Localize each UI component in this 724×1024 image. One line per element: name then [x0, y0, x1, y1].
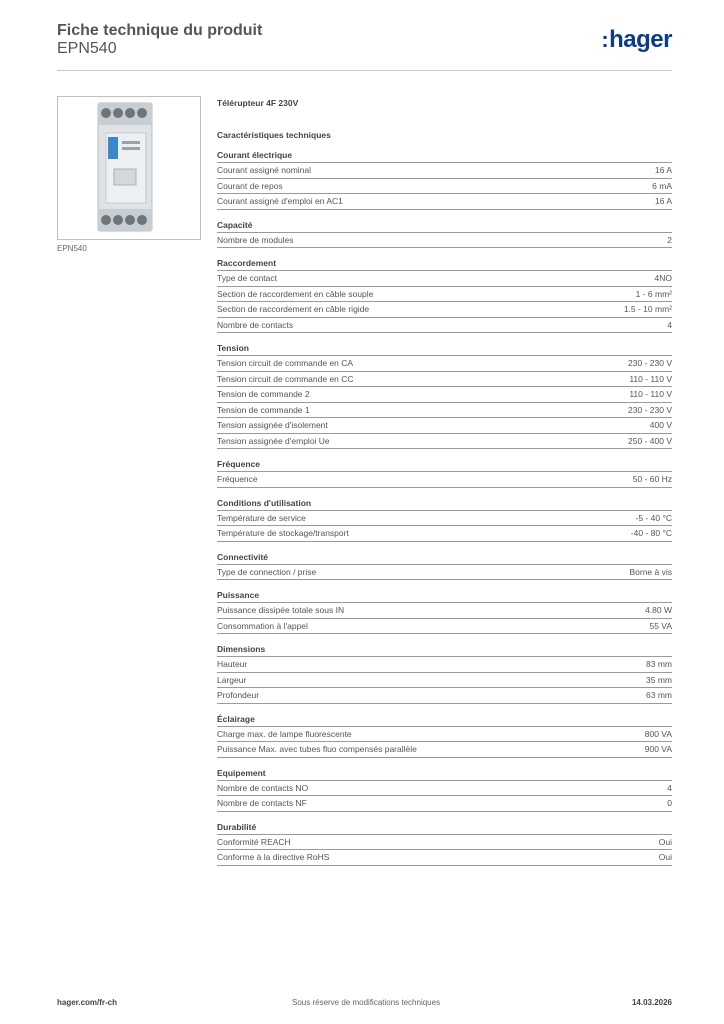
spec-row [217, 318, 672, 334]
spec-label: Tension assignée d'emploi Ue [217, 435, 330, 446]
spec-label: Fréquence [217, 474, 258, 484]
spec-group [217, 496, 672, 542]
spec-label: Type de contact [217, 273, 278, 283]
spec-value: 16 A [654, 196, 672, 206]
spec-label: Température de stockage/transport [217, 528, 349, 538]
spec-value: -40 - 80 °C [630, 528, 672, 538]
spec-label: Section de raccordement en câble rigide [217, 304, 370, 314]
spec-row [217, 526, 672, 542]
product-reference: EPN540 [57, 40, 117, 57]
spec-group [217, 457, 672, 488]
spec-label: Largeur [217, 674, 247, 685]
spec-value: 50 - 60 Hz [632, 474, 672, 484]
group-title: Tension [217, 341, 672, 356]
spec-row [217, 742, 672, 758]
spec-row [217, 163, 672, 179]
spec-groups [217, 148, 672, 866]
spec-value: 900 VA [644, 744, 672, 754]
spec-row [217, 418, 672, 434]
group-title: Durabilité [217, 820, 672, 835]
group-title: Capacité [217, 218, 672, 233]
group-title: Equipement [217, 766, 672, 781]
spec-value: 230 - 230 V [628, 358, 672, 368]
spec-value: 4NO [654, 273, 672, 283]
group-title: Éclairage [217, 712, 672, 727]
spec-value: 1 - 6 mm² [635, 288, 672, 299]
spec-value: 35 mm [646, 674, 672, 685]
spec-value: 230 - 230 V [628, 404, 672, 415]
spec-value: 83 mm [646, 659, 672, 669]
image-caption: EPN540 [57, 244, 87, 253]
spec-group [217, 148, 672, 210]
spec-label: Consommation à l'appel [217, 620, 308, 631]
spec-row [217, 194, 672, 210]
spec-row [217, 673, 672, 689]
spec-label: Tension circuit de commande en CC [217, 373, 354, 384]
spec-value: 6 mA [652, 180, 672, 191]
spec-value: 4 [667, 782, 672, 793]
spec-label: Tension de commande 1 [217, 404, 310, 415]
spec-label: Courant de repos [217, 180, 283, 191]
spec-row [217, 472, 672, 488]
spec-group [217, 550, 672, 581]
group-title: Raccordement [217, 256, 672, 271]
spec-label: Conformité REACH [217, 836, 291, 847]
spec-row [217, 372, 672, 388]
spec-group [217, 642, 672, 704]
spec-value: 800 VA [644, 728, 672, 739]
group-title: Conditions d'utilisation [217, 496, 672, 511]
spec-row [217, 727, 672, 743]
spec-row [217, 403, 672, 419]
spec-value: 4 [667, 319, 672, 330]
spec-value: 55 VA [649, 620, 672, 631]
product-image [57, 96, 201, 240]
spec-label: Nombre de contacts [217, 319, 294, 330]
product-name: Télérupteur 4F 230V [217, 98, 299, 108]
spec-row [217, 387, 672, 403]
spec-label: Température de service [217, 512, 306, 523]
spec-value: 16 A [654, 165, 672, 175]
spec-value: Oui [658, 836, 672, 847]
footer-date: 14.03.2026 [631, 998, 672, 1007]
spec-value: 4.80 W [645, 605, 672, 615]
spec-value: 2 [667, 234, 672, 245]
spec-label: Tension circuit de commande en CA [217, 358, 354, 368]
spec-value: 110 - 110 V [629, 389, 672, 399]
spec-value: 250 - 400 V [628, 435, 672, 446]
spec-group [217, 766, 672, 812]
spec-row [217, 287, 672, 303]
hager-logo: :hager [601, 26, 672, 53]
page-title: Fiche technique du produit [57, 22, 263, 39]
spec-row [217, 688, 672, 704]
spec-row [217, 603, 672, 619]
spec-label: Nombre de modules [217, 234, 294, 245]
spec-group [217, 820, 672, 866]
footer-note: Sous réserve de modifications techniques [292, 998, 441, 1007]
spec-value: -5 - 40 °C [635, 512, 672, 523]
spec-value: 63 mm [646, 690, 672, 700]
spec-row [217, 619, 672, 635]
spec-row [217, 302, 672, 318]
spec-row [217, 511, 672, 527]
section-title: Caractéristiques techniques [217, 130, 331, 140]
group-title: Fréquence [217, 457, 672, 472]
group-title: Puissance [217, 588, 672, 603]
spec-label: Charge max. de lampe fluorescente [217, 728, 352, 739]
spec-row [217, 850, 672, 866]
contactor-illustration [58, 97, 200, 239]
spec-row [217, 271, 672, 287]
group-title: Dimensions [217, 642, 672, 657]
spec-label: Hauteur [217, 659, 248, 669]
spec-label: Nombre de contacts NF [217, 798, 307, 808]
spec-value: 110 - 110 V [629, 373, 672, 384]
spec-label: Puissance dissipée totale sous IN [217, 605, 345, 615]
group-title: Connectivité [217, 550, 672, 565]
spec-label: Puissance Max. avec tubes fluo compensés parallèle [217, 744, 417, 754]
spec-label: Tension de commande 2 [217, 389, 310, 399]
page-header [57, 20, 672, 71]
spec-group [217, 256, 672, 333]
spec-row [217, 835, 672, 851]
spec-group [217, 588, 672, 634]
spec-row [217, 657, 672, 673]
spec-row [217, 796, 672, 812]
spec-row [217, 565, 672, 581]
spec-label: Conforme à la directive RoHS [217, 852, 330, 862]
spec-value: Oui [658, 852, 672, 862]
spec-label: Courant assigné nominal [217, 165, 312, 175]
spec-value: 0 [667, 798, 672, 808]
spec-group [217, 341, 672, 449]
spec-row [217, 434, 672, 450]
spec-value: 1.5 - 10 mm² [623, 304, 672, 314]
spec-value: Borne à vis [629, 566, 672, 577]
spec-label: Type de connection / prise [217, 566, 317, 577]
spec-label: Nombre de contacts NO [217, 782, 309, 793]
spec-group [217, 218, 672, 249]
spec-row [217, 233, 672, 249]
spec-label: Courant assigné d'emploi en AC1 [217, 196, 343, 206]
spec-row [217, 781, 672, 797]
spec-row [217, 179, 672, 195]
spec-label: Section de raccordement en câble souple [217, 288, 374, 299]
spec-group [217, 712, 672, 758]
spec-content [217, 96, 672, 874]
spec-label: Tension assignée d'isolement [217, 420, 328, 430]
group-title: Courant électrique [217, 148, 672, 163]
spec-row [217, 356, 672, 372]
footer-website: hager.com/fr-ch [57, 998, 118, 1007]
spec-label: Profondeur [217, 690, 260, 700]
spec-value: 400 V [649, 420, 672, 430]
